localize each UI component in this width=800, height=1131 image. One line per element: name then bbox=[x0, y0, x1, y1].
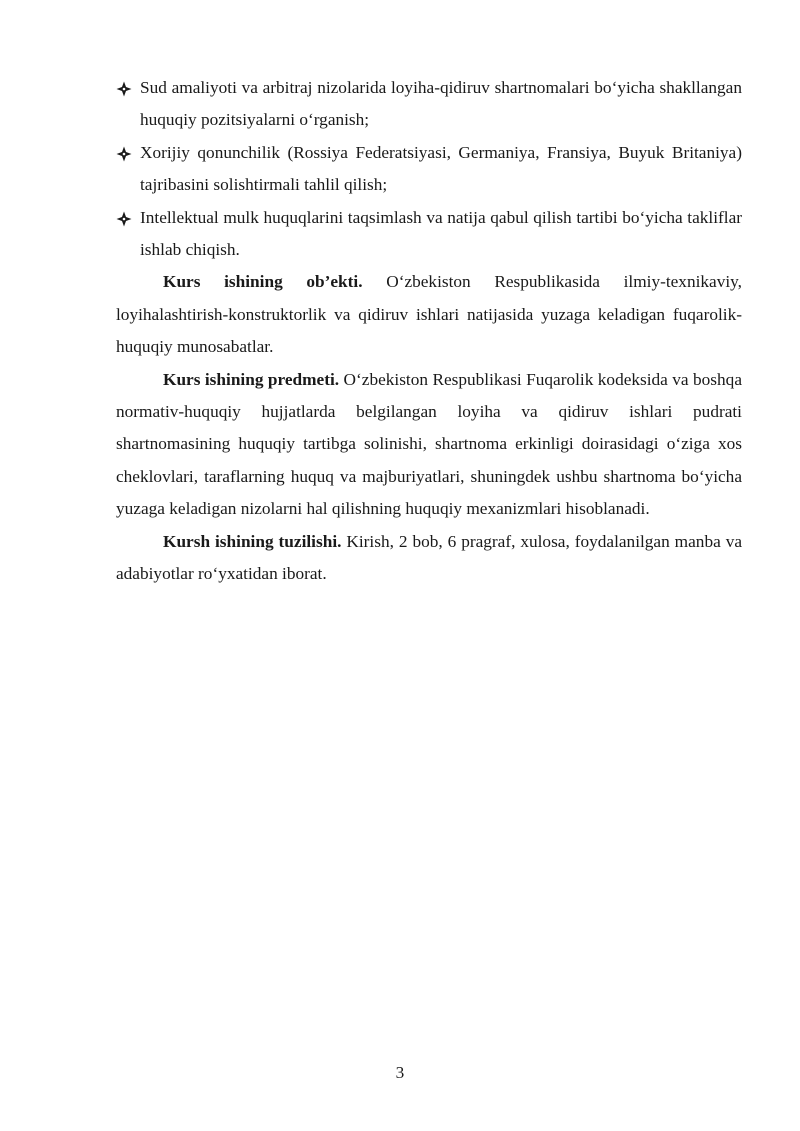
paragraph-body: O‘zbekiston Respublikasi Fuqarolik kodeksida va boshqa normativ-huquqiy hujjatlarda belgilangan loyiha va qidiruv ishlari pudrati shartnomasining huquqiy tartibga solinishi, shartnoma erkinligi doirasidagi o‘ziga xos cheklovlari, taraflarning huquq va majburiyatlari, shuningdek ushbu shartnoma bo‘yicha yuzaga keladigan nizolarni hal qilishning huquqiy mexanizmlari hisoblanadi. bbox=[116, 369, 742, 519]
paragraph-body: Kirish, 2 bob, 6 pragraf, xulosa, foydalanilgan manba va adabiyotlar ro‘yxatidan iborat. bbox=[116, 531, 743, 584]
paragraph-body: O‘zbekiston Respublikasida ilmiy-texnikaviy, loyihalashtirish-konstruktorlik va qidiruv ishlari natijasida yuzaga keladigan fuqarolik-huquqiy munosabatlar. bbox=[116, 272, 742, 357]
bullet-text: Sud amaliyoti va arbitraj nizolarida loyiha-qidiruv shartnomalari bo‘yicha shakllangan huquqiy pozitsiyalarni o‘rganish; bbox=[140, 78, 742, 130]
diamond-bullet-icon bbox=[116, 81, 132, 97]
diamond-bullet-icon bbox=[116, 211, 132, 227]
paragraph-object bbox=[116, 266, 742, 363]
body-text bbox=[116, 72, 742, 591]
bullet-item bbox=[116, 202, 742, 267]
bullet-text: Xorijiy qonunchilik (Rossiya Federatsiyasi, Germaniya, Fransiya, Buyuk Britaniya) tajribasini solishtirmali tahlil qilish; bbox=[140, 142, 742, 195]
bullet-item bbox=[116, 137, 742, 202]
paragraph-heading: Kursh ishining tuzilishi. bbox=[163, 531, 342, 551]
paragraph-heading: Kurs ishining ob’ekti. bbox=[163, 272, 363, 292]
page-number: 3 bbox=[395, 1063, 405, 1082]
bullet-text: Intellektual mulk huquqlarini taqsimlash va natija qabul qilish tartibi bo‘yicha takliflar ishlab chiqish. bbox=[140, 207, 742, 260]
paragraph-subject bbox=[116, 364, 742, 526]
bullet-item bbox=[116, 72, 742, 137]
paragraph-structure bbox=[116, 526, 742, 591]
paragraph-heading: Kurs ishining predmeti. bbox=[163, 369, 340, 389]
diamond-bullet-icon bbox=[116, 146, 132, 162]
